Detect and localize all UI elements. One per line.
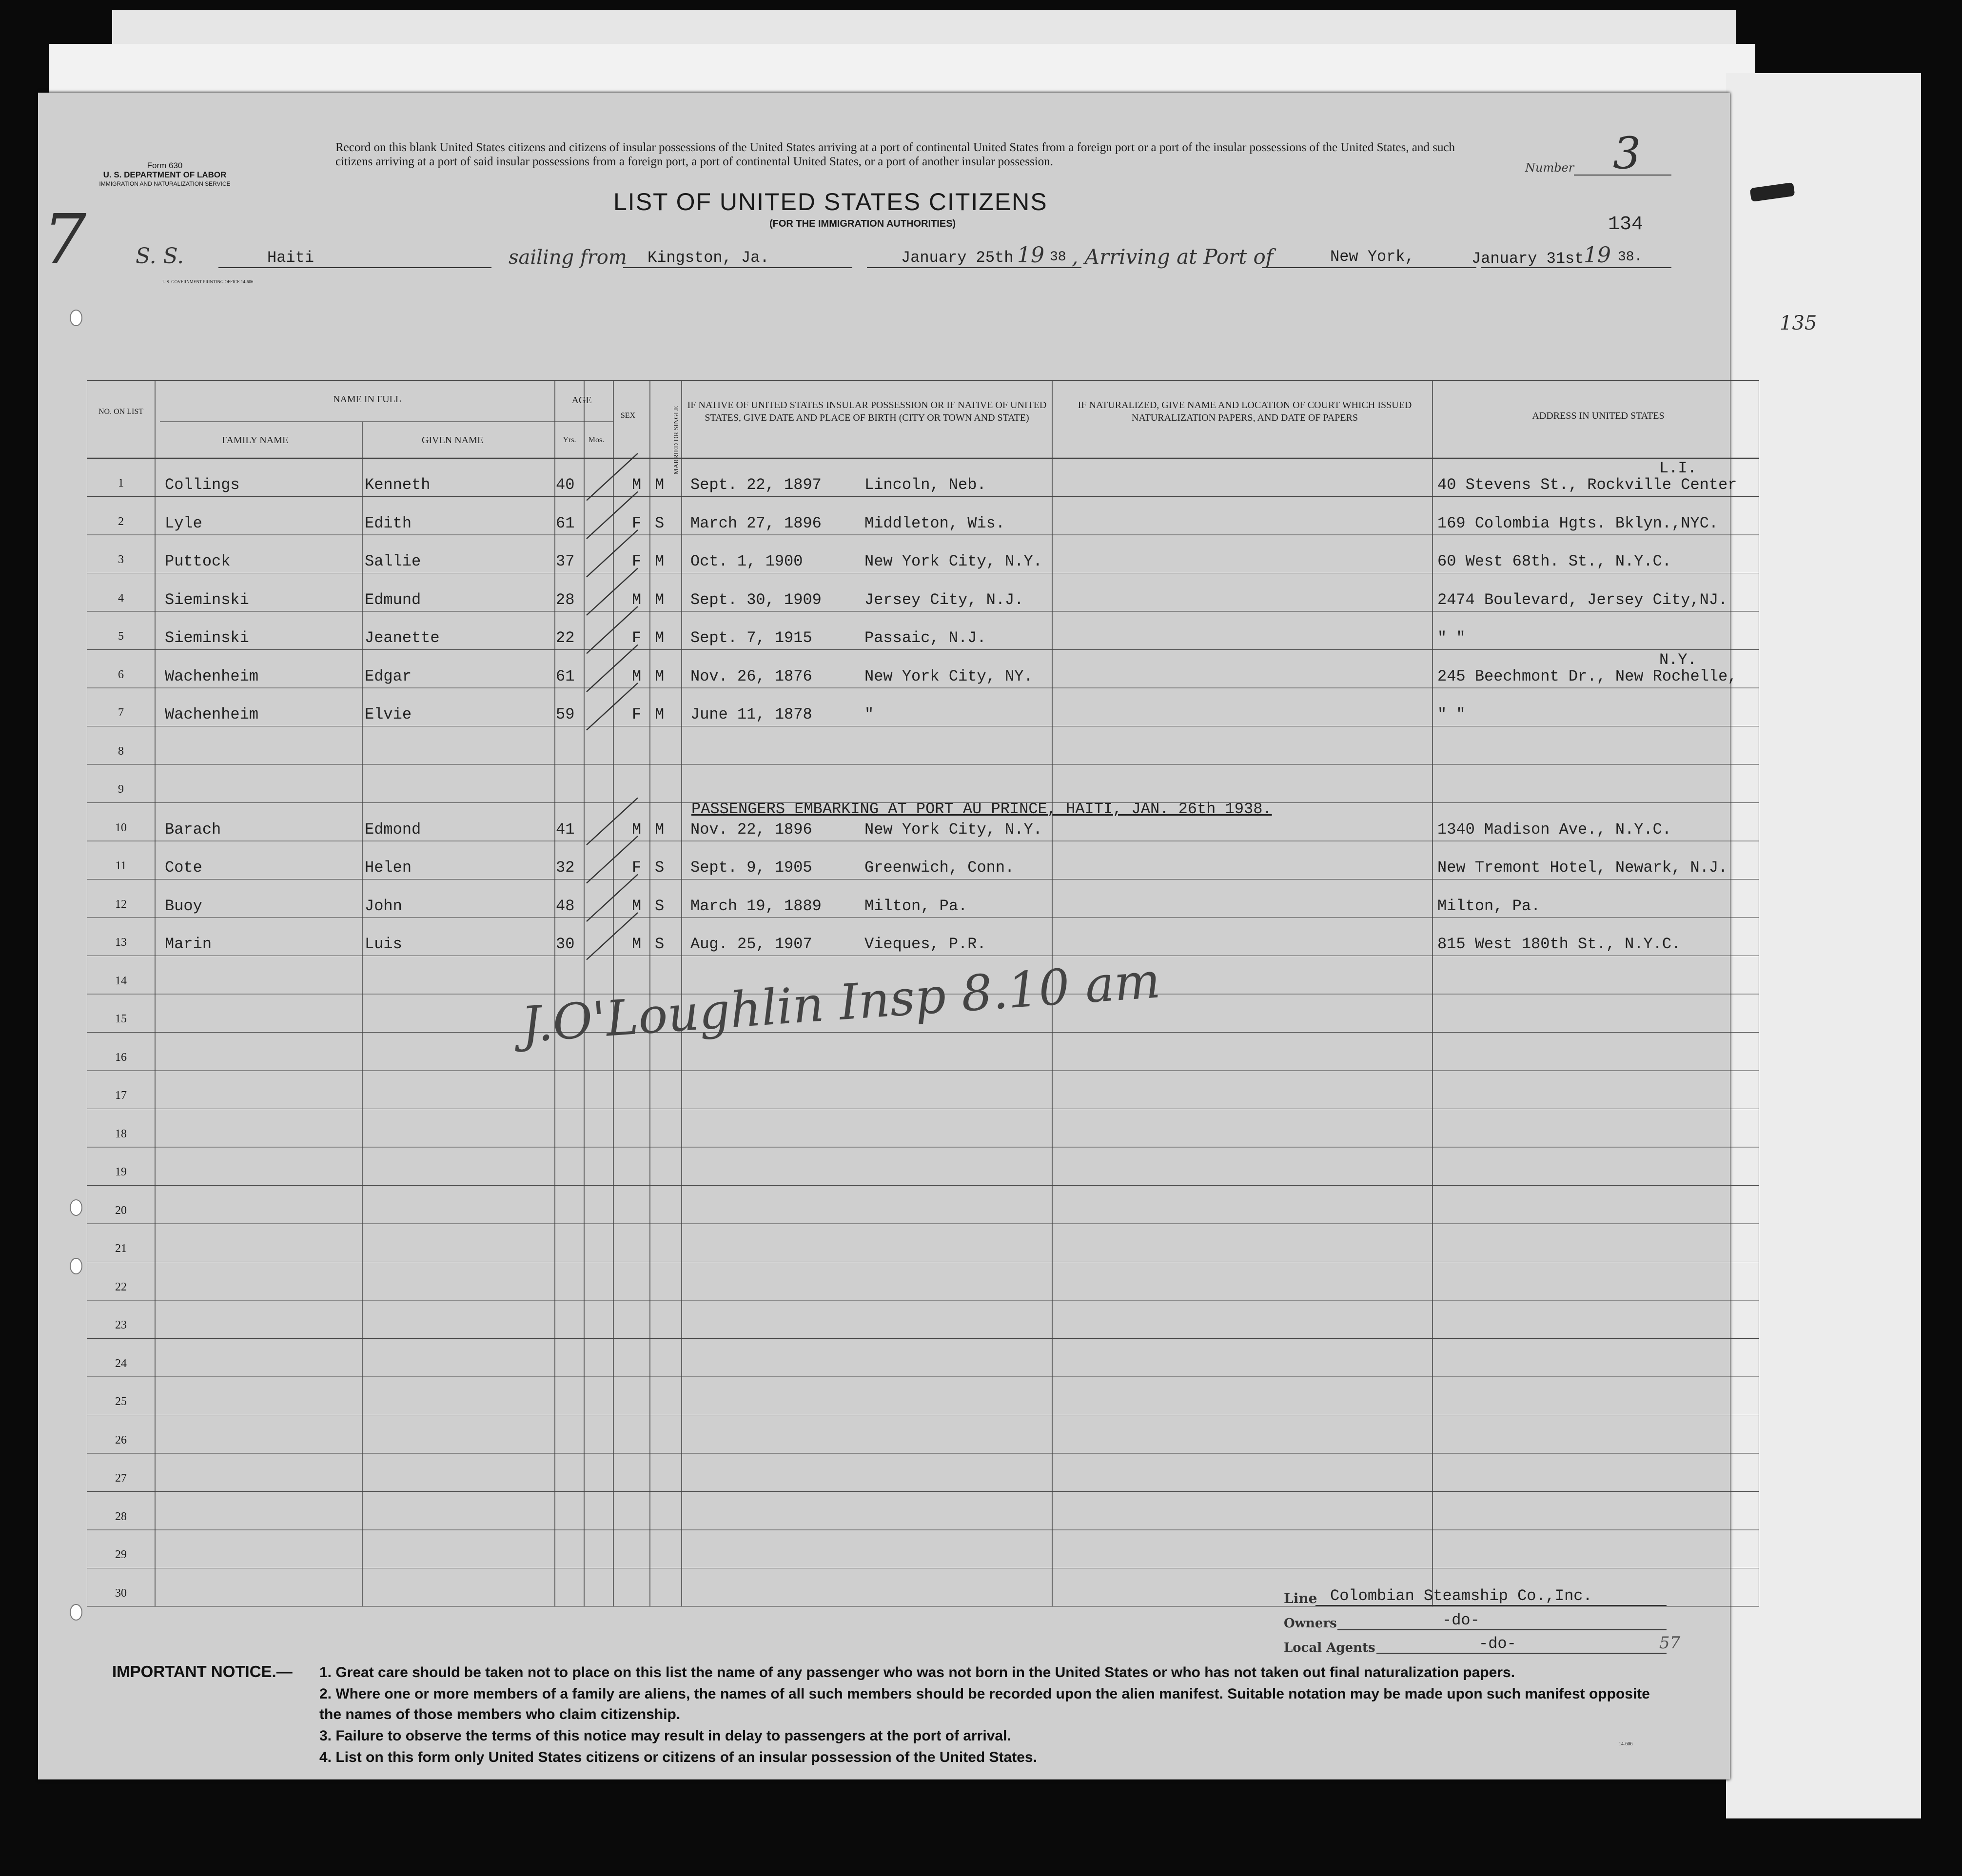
marital-status: M xyxy=(655,820,665,839)
arrival-year: 38. xyxy=(1618,250,1643,265)
number-label: Number xyxy=(1525,161,1574,175)
birth-date: March 27, 1896 xyxy=(690,514,822,532)
row-number: 20 xyxy=(115,1204,127,1217)
bottom-mark: 57 xyxy=(1659,1633,1681,1653)
agents-value: -do- xyxy=(1479,1635,1516,1653)
family-name: Marin xyxy=(165,935,212,953)
birth-place: New York City, N.Y. xyxy=(864,820,1042,839)
birth-date: Oct. 1, 1900 xyxy=(690,552,803,570)
sex: F xyxy=(632,514,642,532)
family-name: Lyle xyxy=(165,514,202,532)
family-name: Barach xyxy=(165,820,221,839)
row-number: 14 xyxy=(115,974,127,987)
notice-list xyxy=(319,1662,1672,1769)
table-row xyxy=(87,1339,1759,1377)
given-name: Edith xyxy=(365,514,412,532)
table-row xyxy=(87,1415,1759,1454)
family-name: Wachenheim xyxy=(165,705,259,723)
age-years: 22 xyxy=(556,629,575,647)
back-sheet xyxy=(49,44,1755,98)
col-no-on-list: NO. ON LIST xyxy=(98,408,143,416)
departure-date: January 25th xyxy=(901,249,1014,267)
table-row xyxy=(87,1300,1759,1339)
birth-date: March 19, 1889 xyxy=(690,897,822,915)
row-number: 21 xyxy=(115,1242,127,1255)
row-number: 13 xyxy=(115,936,127,949)
sex: M xyxy=(632,935,642,953)
row-number: 7 xyxy=(118,706,124,719)
given-name: Sallie xyxy=(365,552,421,570)
row-number: 17 xyxy=(115,1089,127,1102)
arriving-label: , Arriving at Port of xyxy=(1072,245,1274,269)
table-row xyxy=(87,1377,1759,1415)
col-yrs: Yrs. xyxy=(563,436,576,444)
given-name: Jeanette xyxy=(365,629,440,647)
birth-date: Aug. 25, 1907 xyxy=(690,935,812,953)
address-note: L.I. xyxy=(1659,459,1697,477)
marital-status: M xyxy=(655,629,665,647)
table-row xyxy=(87,1453,1759,1492)
sex: M xyxy=(632,897,642,915)
sex: M xyxy=(632,476,642,494)
ship-name: Haiti xyxy=(267,249,314,267)
table-row xyxy=(87,688,1759,726)
table-row xyxy=(87,1147,1759,1186)
marital-status: S xyxy=(655,897,665,915)
document-title: LIST OF UNITED STATES CITIZENS xyxy=(613,188,1048,215)
departure-underline xyxy=(623,267,852,268)
us-address: 169 Colombia Hgts. Bklyn.,NYC. xyxy=(1437,514,1719,532)
manifest-table xyxy=(87,380,1759,1677)
us-address: New Tremont Hotel, Newark, N.J. xyxy=(1437,859,1728,877)
given-name: Edgar xyxy=(365,667,412,685)
departure-year: 38 xyxy=(1050,250,1066,265)
age-years: 32 xyxy=(556,859,575,877)
row-number: 25 xyxy=(115,1395,127,1408)
arrival-date: January 31st xyxy=(1472,250,1584,268)
us-address: 245 Beechmont Dr., New Rochelle, xyxy=(1437,667,1737,685)
us-address: 1340 Madison Ave., N.Y.C. xyxy=(1437,820,1672,839)
binder-hole xyxy=(70,1258,82,1274)
family-name: Sieminski xyxy=(165,629,249,647)
row-number: 24 xyxy=(115,1357,127,1370)
marital-status: M xyxy=(655,552,665,570)
line-underline xyxy=(1315,1605,1667,1606)
family-name: Sieminski xyxy=(165,590,249,609)
family-name: Wachenheim xyxy=(165,667,259,685)
table-row xyxy=(87,1071,1759,1109)
side-page-number: 135 xyxy=(1780,312,1817,334)
inspector-signature: J.O'Loughlin Insp 8.10 am xyxy=(519,952,1162,1054)
steamship-line: Colombian Steamship Co.,Inc. xyxy=(1330,1587,1592,1605)
sex: F xyxy=(632,629,642,647)
departure-century: 19 xyxy=(1017,243,1044,268)
row-number: 27 xyxy=(115,1472,127,1485)
table-row xyxy=(87,918,1759,956)
col-mos: Mos. xyxy=(588,436,605,444)
footer-code: 14-606 xyxy=(1619,1741,1633,1747)
table-row xyxy=(87,497,1759,535)
agents-label: Local Agents xyxy=(1284,1641,1375,1655)
row-number: 26 xyxy=(115,1433,127,1446)
row-number: 2 xyxy=(118,515,124,528)
table-row xyxy=(87,1109,1759,1148)
us-address: 40 Stevens St., Rockville Center xyxy=(1437,476,1737,494)
age-years: 59 xyxy=(556,705,575,723)
birth-place: Milton, Pa. xyxy=(864,897,968,915)
given-name: Edmund xyxy=(365,590,421,609)
birth-place: Passaic, N.J. xyxy=(864,629,986,647)
line-label: Line xyxy=(1284,1590,1317,1606)
table-row xyxy=(87,1492,1759,1530)
sex: M xyxy=(632,820,642,839)
document-subtitle: (FOR THE IMMIGRATION AUTHORITIES) xyxy=(769,218,956,229)
marital-status: S xyxy=(655,859,665,877)
col-birth: IF NATIVE OF UNITED STATES INSULAR POSSESSION OR IF NATIVE OF UNITED STATES, GIVE DATE AND PLACE OF BIRTH (CITY OR TOWN AND STATE) xyxy=(687,400,1047,423)
birth-place: Vieques, P.R. xyxy=(864,935,986,953)
table-row xyxy=(87,879,1759,918)
stamp-number: 134 xyxy=(1608,214,1644,235)
table-row xyxy=(87,1186,1759,1224)
marital-status: S xyxy=(655,935,665,953)
row-number: 1 xyxy=(118,477,124,489)
col-married-single: MARRIED OR SINGLE xyxy=(673,406,680,475)
us-address: 2474 Boulevard, Jersey City,NJ. xyxy=(1437,590,1728,609)
birth-date: Sept. 30, 1909 xyxy=(690,590,822,609)
age-years: 61 xyxy=(556,667,575,685)
row-number: 8 xyxy=(118,744,124,758)
arrival-port: New York, xyxy=(1330,248,1414,266)
agents-underline xyxy=(1376,1653,1667,1654)
given-name: Edmond xyxy=(365,820,421,839)
ss-label: S. S. xyxy=(136,244,184,269)
marital-status: M xyxy=(655,705,665,723)
birth-place: Jersey City, N.J. xyxy=(864,590,1024,609)
us-address: 815 West 180th St., N.Y.C. xyxy=(1437,935,1681,953)
family-name: Collings xyxy=(165,476,240,494)
table-row xyxy=(87,1262,1759,1301)
arrival-date-underline xyxy=(1481,267,1671,268)
sex: M xyxy=(632,590,642,609)
owners-underline xyxy=(1337,1629,1667,1630)
notice-item-2: 2. Where one or more members of a family are aliens, the names of all such members should be recorded upon the alien manifest. Suitable notation may be made upon such manifest opposite the names of those members who claim citizenship. xyxy=(319,1686,1650,1722)
departure-date-underline xyxy=(867,267,1081,268)
birth-date: June 11, 1878 xyxy=(690,705,812,723)
table-row xyxy=(87,841,1759,879)
row-number: 12 xyxy=(115,898,127,911)
instructions-text: Record on this blank United States citizens and citizens of insular possessions of the United States arriving at a port of continental United States from a foreign port or a port of the insular possessions of the United States, and such citizens arriving at a port of said insular possessions from a foreign port, a port of continental United States, or a port of another insular possession. xyxy=(335,141,1455,168)
table-row xyxy=(87,726,1759,765)
table-row xyxy=(87,1224,1759,1262)
binder-hole xyxy=(70,1199,82,1216)
marital-status: M xyxy=(655,667,665,685)
row-number: 9 xyxy=(118,783,124,796)
family-name: Cote xyxy=(165,859,202,877)
row-number: 11 xyxy=(115,860,127,872)
owners-value: -do- xyxy=(1442,1611,1480,1629)
family-name: Buoy xyxy=(165,897,202,915)
row-number: 23 xyxy=(115,1319,127,1331)
col-given-name: GIVEN NAME xyxy=(421,435,484,446)
print-code: U.S. GOVERNMENT PRINTING OFFICE 14-606 xyxy=(162,279,254,284)
notice-item-4: 4. List on this form only United States citizens or citizens of an insular possession of the United States. xyxy=(319,1749,1037,1765)
age-years: 48 xyxy=(556,897,575,915)
col-name-in-full: NAME IN FULL xyxy=(333,394,401,405)
table-row xyxy=(87,535,1759,573)
notice-lead: IMPORTANT NOTICE.— xyxy=(112,1662,293,1681)
birth-date: Sept. 22, 1897 xyxy=(690,476,822,494)
given-name: Helen xyxy=(365,859,412,877)
age-years: 28 xyxy=(556,590,575,609)
col-address: ADDRESS IN UNITED STATES xyxy=(1532,410,1665,421)
given-name: Kenneth xyxy=(365,476,431,494)
sailing-from-label: sailing from xyxy=(509,246,627,269)
birth-date: Sept. 9, 1905 xyxy=(690,859,812,877)
age-years: 61 xyxy=(556,514,575,532)
notice-item-3: 3. Failure to observe the terms of this notice may result in delay to passengers at the port of arrival. xyxy=(319,1728,1011,1744)
arrival-port-underline xyxy=(1262,267,1476,268)
age-years: 30 xyxy=(556,935,575,953)
notice-item-1: 1. Great care should be taken not to place on this list the name of any passenger who was not born in the United States or who has not taken out final naturalization papers. xyxy=(319,1664,1515,1681)
age-years: 41 xyxy=(556,820,575,839)
row-number: 3 xyxy=(118,553,124,566)
family-name: Puttock xyxy=(165,552,231,570)
table-row xyxy=(87,458,1759,497)
us-address: " " xyxy=(1437,705,1466,723)
margin-mark: 7 xyxy=(43,200,87,279)
sex: M xyxy=(632,667,642,685)
table-row xyxy=(87,764,1759,803)
embark-note: PASSENGERS EMBARKING AT PORT AU PRINCE, HAITI, JAN. 26th 1938. xyxy=(691,800,1272,818)
form-number: Form 630 xyxy=(147,161,183,170)
birth-place: New York City, NY. xyxy=(864,667,1033,685)
marital-status: S xyxy=(655,514,665,532)
row-number: 18 xyxy=(115,1127,127,1140)
row-number: 4 xyxy=(118,591,124,605)
row-number: 16 xyxy=(115,1051,127,1064)
us-address: " " xyxy=(1437,629,1466,647)
marital-status: M xyxy=(655,590,665,609)
col-naturalized: IF NATURALIZED, GIVE NAME AND LOCATION OF COURT WHICH ISSUED NATURALIZATION PAPERS, AND DATE OF PAPERS xyxy=(1078,400,1412,423)
sex: F xyxy=(632,705,642,723)
binder-hole xyxy=(70,310,82,326)
service-name: IMMIGRATION AND NATURALIZATION SERVICE xyxy=(99,180,231,187)
table-row xyxy=(87,611,1759,650)
col-sex: SEX xyxy=(620,411,636,420)
clip-mark xyxy=(1749,182,1795,202)
department-name: U. S. DEPARTMENT OF LABOR xyxy=(103,170,227,179)
owners-label: Owners xyxy=(1284,1616,1337,1631)
row-number: 29 xyxy=(115,1548,127,1561)
address-note: N.Y. xyxy=(1659,650,1697,669)
col-age: AGE xyxy=(571,395,592,406)
manifest-sheet xyxy=(38,93,1737,1779)
row-number: 10 xyxy=(115,821,127,834)
row-number: 19 xyxy=(115,1166,127,1178)
given-name: Luis xyxy=(365,935,402,953)
age-years: 37 xyxy=(556,552,575,570)
given-name: Elvie xyxy=(365,705,412,723)
ship-underline xyxy=(218,267,491,268)
row-number: 15 xyxy=(115,1013,127,1025)
table-row xyxy=(87,573,1759,612)
col-family-name: FAMILY NAME xyxy=(221,435,289,446)
list-number: 3 xyxy=(1613,128,1641,179)
form-id-block xyxy=(87,161,243,189)
birth-place: New York City, N.Y. xyxy=(864,552,1042,570)
departure-port: Kingston, Ja. xyxy=(647,249,769,267)
birth-date: Nov. 22, 1896 xyxy=(690,820,812,839)
sex: F xyxy=(632,859,642,877)
sex: F xyxy=(632,552,642,570)
age-years: 40 xyxy=(556,476,575,494)
birth-date: Sept. 7, 1915 xyxy=(690,629,812,647)
table-row xyxy=(87,1530,1759,1568)
row-number: 6 xyxy=(118,668,124,681)
birth-place: Greenwich, Conn. xyxy=(864,859,1015,877)
table-row xyxy=(87,1033,1759,1071)
birth-place: Lincoln, Neb. xyxy=(864,476,986,494)
table-row xyxy=(87,650,1759,688)
given-name: John xyxy=(365,897,402,915)
birth-place: " xyxy=(864,705,874,723)
us-address: 60 West 68th. St., N.Y.C. xyxy=(1437,552,1672,570)
birth-place: Middleton, Wis. xyxy=(864,514,1005,532)
row-number: 5 xyxy=(118,630,124,643)
us-address: Milton, Pa. xyxy=(1437,897,1541,915)
arrival-century: 19 xyxy=(1584,243,1611,268)
row-number: 22 xyxy=(115,1280,127,1293)
birth-date: Nov. 26, 1876 xyxy=(690,667,812,685)
row-number: 28 xyxy=(115,1510,127,1523)
row-number: 30 xyxy=(115,1586,127,1600)
binder-hole xyxy=(70,1604,82,1621)
marital-status: M xyxy=(655,476,665,494)
